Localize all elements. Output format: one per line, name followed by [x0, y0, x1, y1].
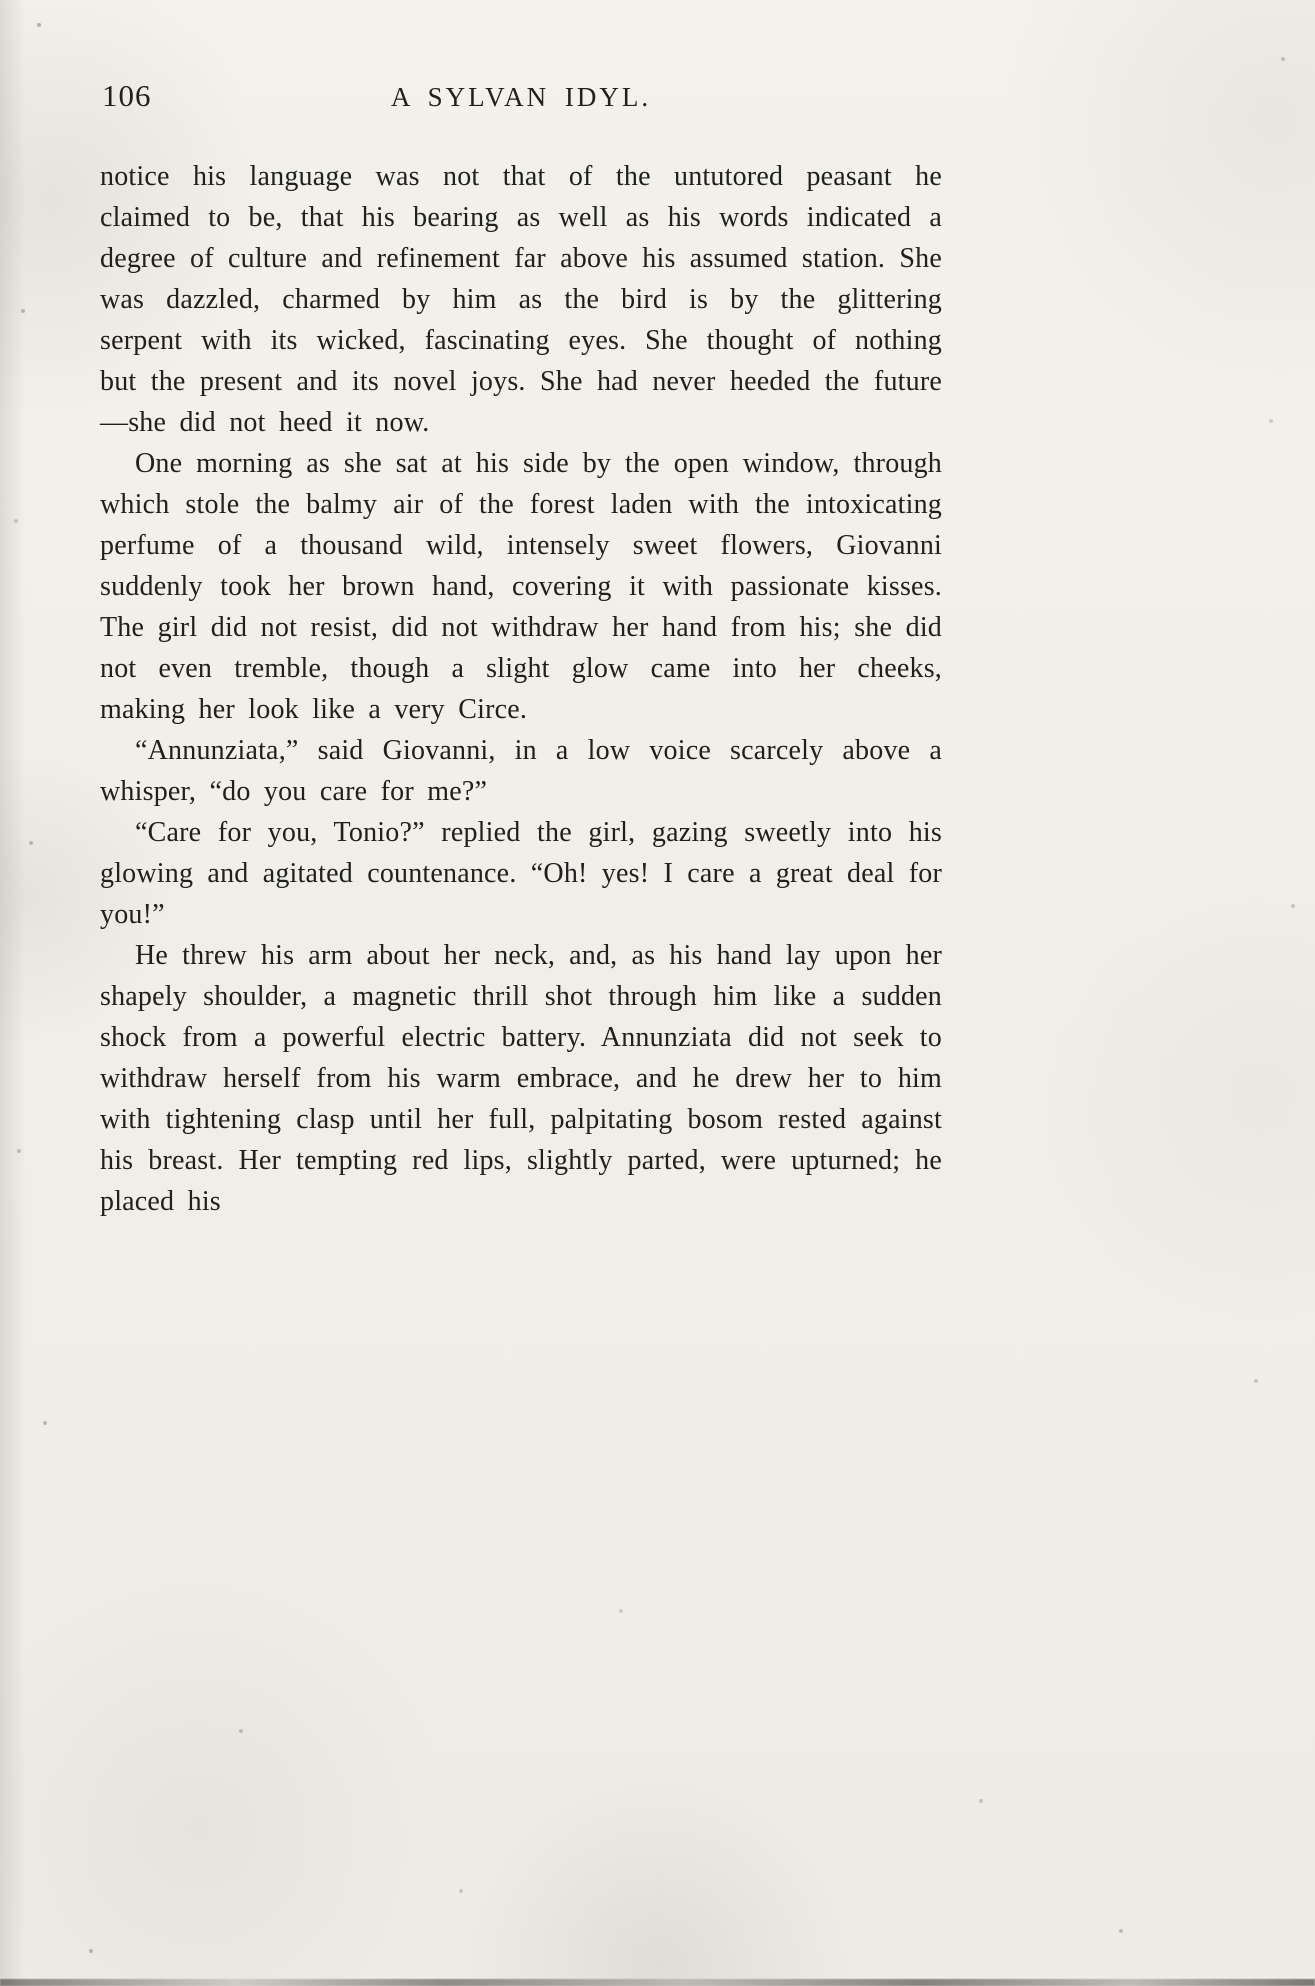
running-header-title: A SYLVAN IDYL. [390, 82, 652, 112]
paragraph-dialogue: “Annunziata,” said Giovanni, in a low voice scarcely above a whisper, “do you care for me?” [100, 735, 942, 807]
paragraph-dialogue: “Care for you, Tonio?” replied the girl, gazing sweetly into his glowing and agitated countenance. “Oh! yes! I care a great deal for you!” [100, 817, 942, 930]
page-number: 106 [102, 78, 152, 113]
scan-gutter-shadow [0, 0, 26, 1986]
running-header [100, 72, 942, 118]
text-column [100, 72, 942, 1222]
scan-speckles [0, 0, 2, 2]
body-text [100, 156, 942, 1222]
paragraph: He threw his arm about her neck, and, as his hand lay upon her shapely shoulder, a magnetic thrill shot through him like a sudden shock from a powerful electric battery. Annunziata did not seek to withdraw herself from his warm embrace, and he drew her to him with tightening clasp until her full, palpitating bosom rested against his breast. Her tempting red lips, slightly parted, were upturned; he placed his [100, 940, 942, 1217]
scan-bottom-edge [0, 1979, 1315, 1986]
paragraph-continuation: notice his language was not that of the untutored peasant he claimed to be, that his bearing as well as his words indicated a degree of culture and refinement far above his assumed station. She was dazzled, charmed by him as the bird is by the glittering serpent with its wicked, fascinating eyes. She thought of nothing but the present and its novel joys. She had never heeded the future—she did not heed it now. [100, 161, 942, 438]
paragraph: One morning as she sat at his side by the open window, through which stole the balmy air of the forest laden with the intoxicating perfume of a thousand wild, intensely sweet flowers, Giovanni suddenly took her brown hand, covering it with passionate kisses. The girl did not resist, did not withdraw her hand from his; she did not even tremble, though a slight glow came into her cheeks, making her look like a very Circe. [100, 448, 942, 725]
